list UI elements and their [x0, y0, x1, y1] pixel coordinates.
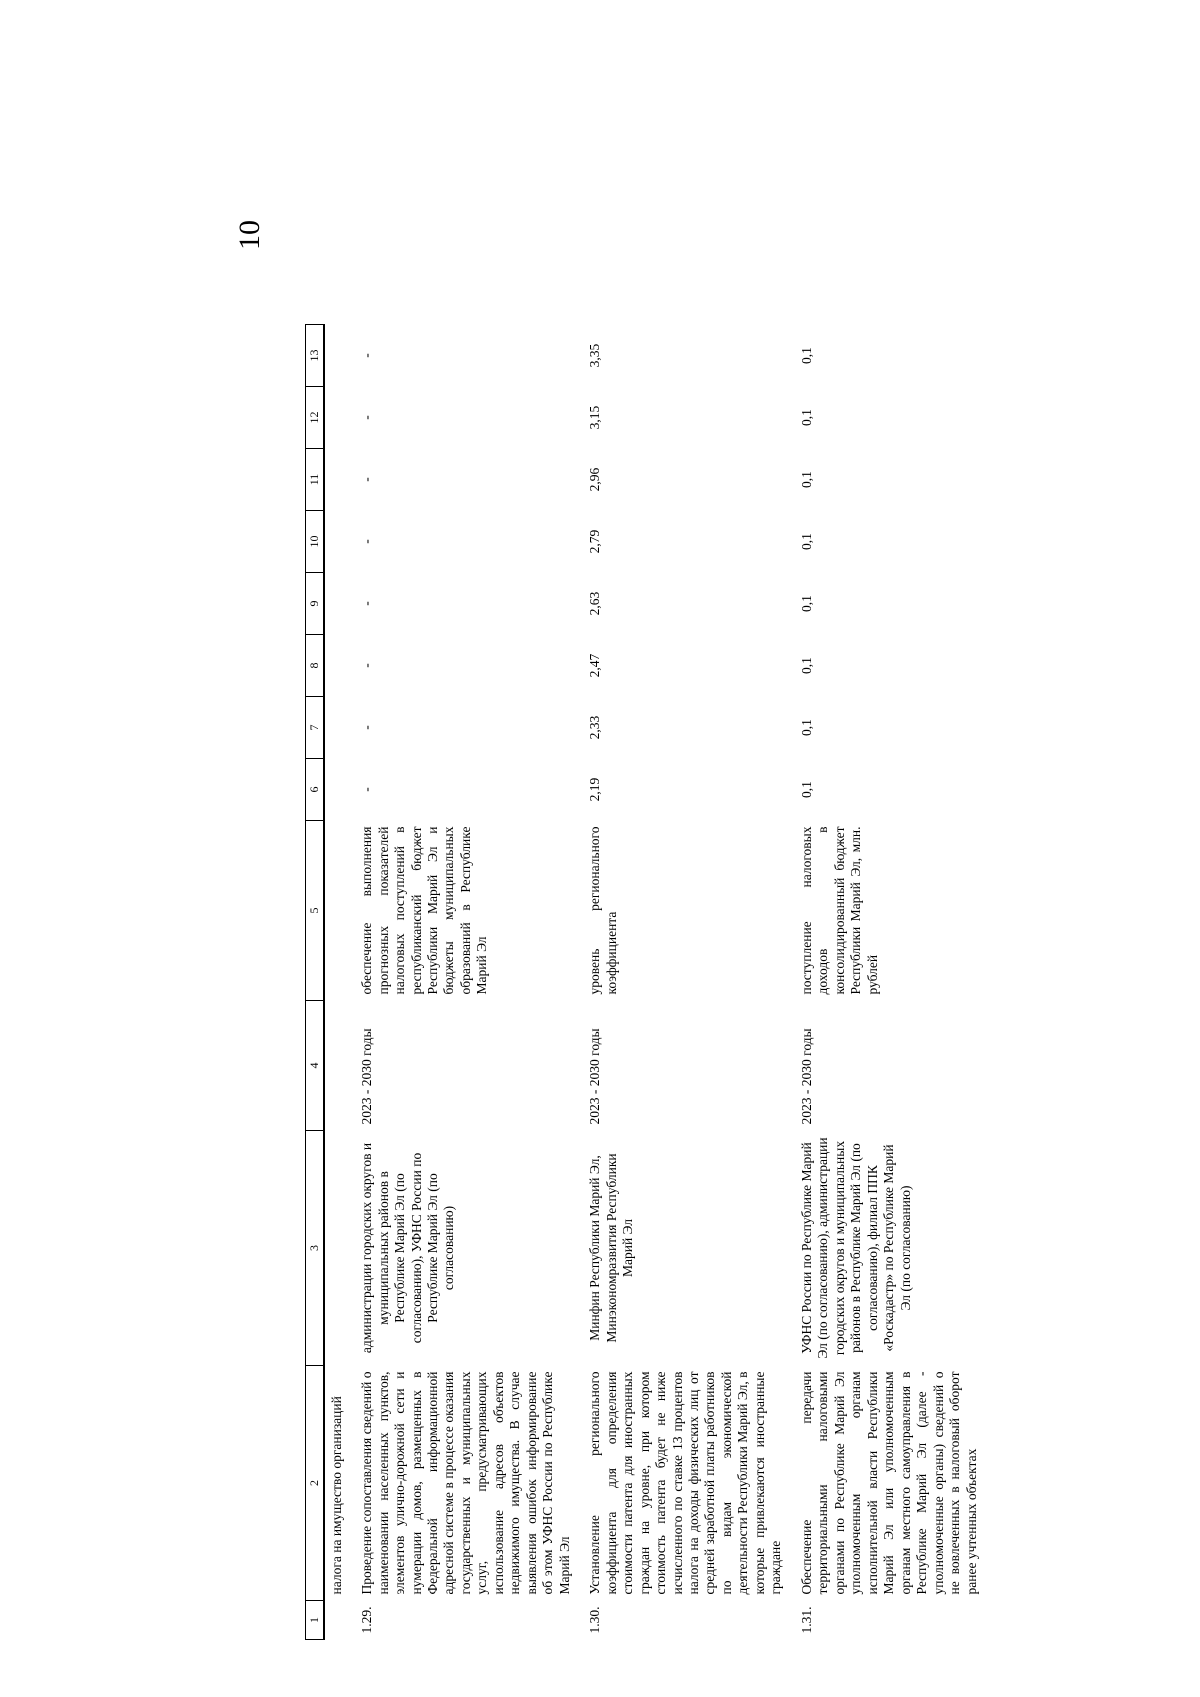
value-cell: 2,63 — [587, 591, 603, 616]
indicator: поступление налоговых доходов в консолидированный бюджет Республики Марий Эл, млн. рублей — [798, 826, 880, 995]
value-cell: 0,1 — [798, 719, 814, 736]
value-cell — [324, 325, 355, 387]
period: 2023 - 2030 годы — [359, 1028, 375, 1125]
value-cell: - — [359, 477, 375, 482]
row-number: 1.30. — [587, 1606, 603, 1634]
value-cell: 0,1 — [798, 533, 814, 550]
column-number-header: 10 — [306, 511, 324, 573]
value-cell: 0,1 — [798, 347, 814, 364]
period: 2023 - 2030 годы — [587, 1028, 603, 1125]
table-row — [583, 325, 795, 1640]
period — [324, 1001, 355, 1131]
value-cell: 0,1 — [798, 595, 814, 612]
column-number-header: 6 — [306, 759, 324, 821]
period: 2023 - 2030 годы — [798, 1028, 814, 1125]
executor: Минфин Республики Марий Эл, Минэкономразвития Республики Марий Эл — [587, 1153, 636, 1343]
column-number-header: 13 — [306, 325, 324, 387]
measure-name: Обеспечение передачи территориальными налоговыми органами по Республике Марий Эл уполномоченным органам исполнительной власти Республики Марий Эл или уполномоченным органам местного самоуправления в Республике Марий Эл (далее - уполномоченные органы) сведений о не вовлеченных в налоговый оборот ранее учтенных объектах — [798, 1371, 979, 1595]
executor: администрации городских округов и муниципальных районов в Республике Марий Эл (по согласованию), УФНС России по Республике Марий Эл (по согласованию) — [359, 1142, 457, 1354]
column-number-header: 3 — [306, 1131, 324, 1366]
column-number-header: 1 — [306, 1601, 324, 1640]
value-cell: 0,1 — [798, 409, 814, 426]
value-cell — [324, 387, 355, 449]
row-number: 1.29. — [359, 1606, 375, 1634]
column-number-header: 9 — [306, 573, 324, 635]
column-number-header: 5 — [306, 821, 324, 1001]
row-number — [324, 1601, 355, 1640]
value-cell: - — [359, 539, 375, 544]
value-cell: - — [359, 787, 375, 792]
value-cell: 0,1 — [798, 471, 814, 488]
table-row — [324, 325, 355, 1640]
column-number-header: 7 — [306, 697, 324, 759]
value-cell — [324, 573, 355, 635]
value-cell: 3,15 — [587, 405, 603, 430]
indicator: уровень регионального коэффициента — [587, 826, 619, 995]
table-row — [355, 325, 583, 1640]
value-cell: 2,79 — [587, 529, 603, 554]
measure-name: Проведение сопоставления сведений о наименовании населенных пунктов, элементов улично-дорожной сети и нумерации домов, размещенных в Федеральной информационной адресной системе в процессе оказания государственных и муниципальных услуг, предусматривающих использование адресов объектов недвижимого имущества. В случае выявления ошибок информирование об этом УФНС России по Республике Марий Эл — [359, 1371, 572, 1595]
value-cell: 0,1 — [798, 781, 814, 798]
column-number-header-row — [306, 325, 324, 1640]
value-cell: 2,33 — [587, 715, 603, 740]
value-cell — [324, 511, 355, 573]
value-cell: 2,47 — [587, 653, 603, 678]
value-cell: - — [359, 415, 375, 420]
value-cell — [324, 759, 355, 821]
value-cell: - — [359, 353, 375, 358]
value-cell: - — [359, 663, 375, 668]
column-number-header: 4 — [306, 1001, 324, 1131]
measures-table — [305, 324, 990, 1640]
value-cell: 2,19 — [587, 777, 603, 802]
value-cell — [324, 697, 355, 759]
value-cell — [324, 635, 355, 697]
executor: УФНС России по Республике Марий Эл (по согласованию), администрации городских округов и муниципальных районов в Республике Марий Эл (по согласованию), филиал ППК «Роскадастр» по Республике Марий Эл (по согласованию) — [798, 1137, 913, 1359]
column-number-header: 11 — [306, 449, 324, 511]
measure-name: Установление регионального коэффициента для определения стоимости патента для иностранных граждан на уровне, при котором стоимость патента будет не ниже исчисленного по ставке 13 процентов налога на доходы физических лиц от средней заработной платы работников по видам экономической деятельности Республики Марий Эл, в которые привлекаются иностранные граждане — [587, 1371, 784, 1595]
column-number-header: 8 — [306, 635, 324, 697]
executor — [324, 1131, 355, 1366]
column-number-header: 12 — [306, 387, 324, 449]
column-number-header: 2 — [306, 1366, 324, 1601]
table-row — [795, 325, 990, 1640]
value-cell: 3,35 — [587, 343, 603, 368]
indicator: обеспечение выполнения прогнозных показателей налоговых поступлений в республиканский бюджет Республики Марий Эл и бюджеты муниципальных образований в Республике Марий Эл — [359, 826, 490, 995]
value-cell: 2,96 — [587, 467, 603, 492]
value-cell — [324, 449, 355, 511]
indicator — [324, 821, 355, 1001]
row-number: 1.31. — [798, 1606, 814, 1634]
value-cell: - — [359, 725, 375, 730]
value-cell: 0,1 — [798, 657, 814, 674]
value-cell: - — [359, 601, 375, 606]
page-number: 10 — [233, 220, 266, 250]
measure-name: налога на имущество организаций — [328, 1396, 344, 1595]
rotated-landscape-content — [205, 160, 979, 1640]
